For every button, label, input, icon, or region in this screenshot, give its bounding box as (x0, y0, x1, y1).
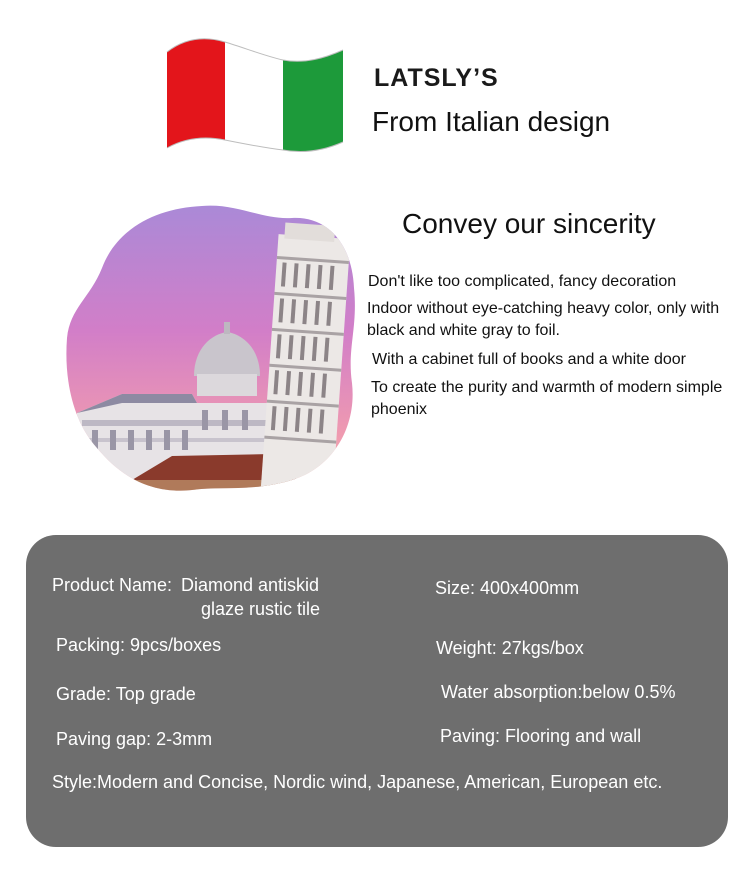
italian-flag-icon (165, 30, 345, 158)
intro-line-3: With a cabinet full of books and a white door (372, 351, 686, 368)
product-name-value-line2: glaze rustic tile (201, 599, 321, 619)
intro-line-4: To create the purity and warmth of modern simple phoenix (371, 379, 723, 418)
spec-water-absorption: Water absorption:below 0.5% (441, 682, 676, 702)
product-name-value-line1: Diamond antiskid (181, 575, 320, 595)
spec-paving-gap: Paving gap: 2-3mm (56, 729, 213, 749)
spec-weight: Weight: 27kgs/box (436, 638, 584, 658)
spec-style: Style:Modern and Concise, Nordic wind, Japanese, American, European etc. (52, 772, 663, 792)
intro-line-2: Indoor without eye-catching heavy color, only with black and white gray to foil. (367, 300, 720, 339)
spec-size: Size: 400x400mm (435, 578, 580, 598)
spec-paving: Paving: Flooring and wall (440, 726, 642, 746)
product-name-label: Product Name: (52, 575, 173, 595)
intro-title: Convey our sincerity (402, 208, 656, 239)
spec-packing: Packing: 9pcs/boxes (56, 635, 222, 655)
spec-grade: Grade: Top grade (56, 684, 196, 704)
brand-name: LATSLY’S (374, 64, 499, 92)
brand-tagline: From Italian design (372, 106, 611, 137)
intro-line-1: Don't like too complicated, fancy decoration (368, 273, 677, 290)
pisa-landscape-image (62, 198, 362, 494)
